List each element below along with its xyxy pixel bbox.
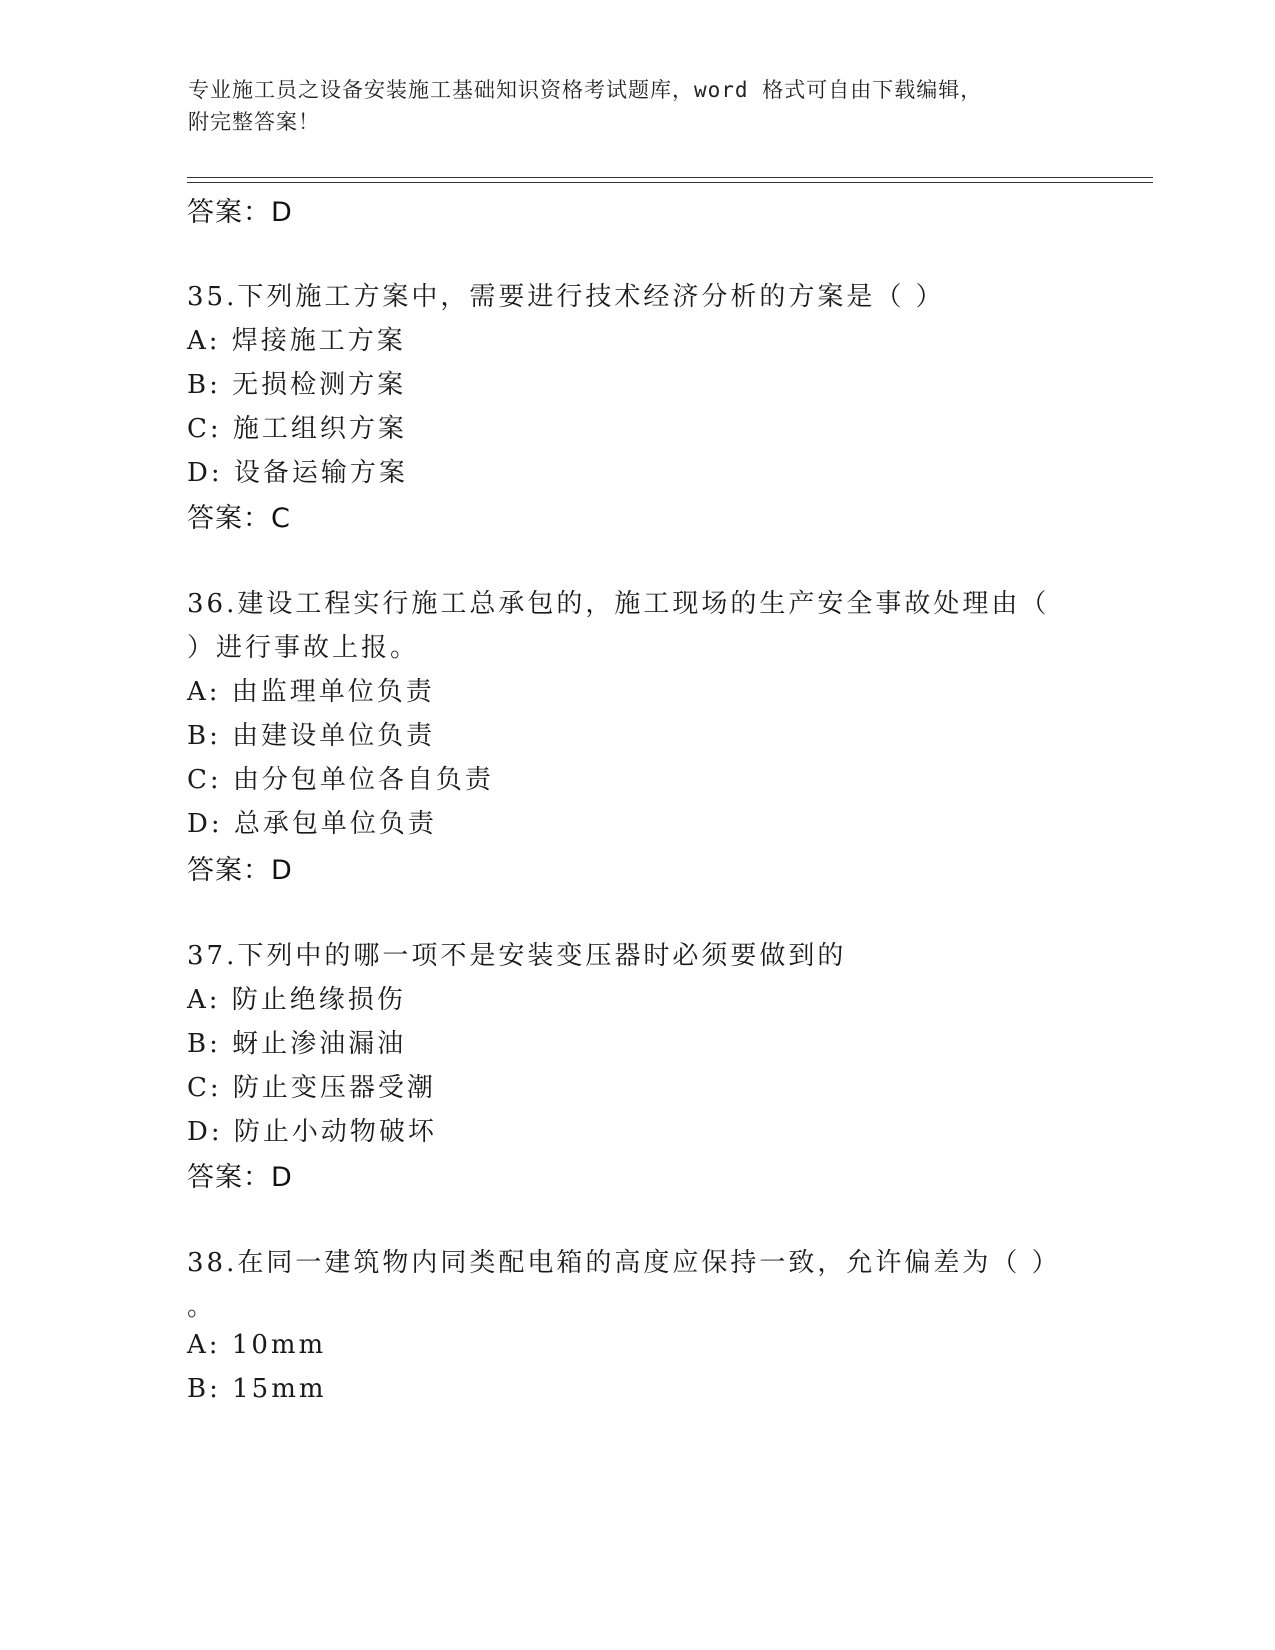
question-35-option-c: C: 施工组织方案: [187, 414, 407, 444]
question-35-stem: 35.下列施工方案中，需要进行技术经济分析的方案是（ ）: [187, 282, 945, 312]
question-37-option-c: C: 防止变压器受潮: [187, 1073, 436, 1103]
answer-35: 答案：C: [187, 503, 291, 534]
question-37-option-b: B: 蚜止渗油漏油: [187, 1029, 407, 1059]
question-36-stem-line-1: 36.建设工程实行施工总承包的，施工现场的生产安全事故处理由（: [187, 589, 1050, 619]
question-38-option-b: B: 15mm: [187, 1374, 327, 1404]
question-36-option-c: C: 由分包单位各自负责: [187, 765, 494, 795]
question-38-option-a: A: 10mm: [187, 1330, 327, 1360]
question-37-stem: 37.下列中的哪一项不是安装变压器时必须要做到的: [187, 941, 847, 971]
document-header: [188, 74, 1068, 138]
question-36-option-d: D: 总承包单位负责: [187, 809, 437, 839]
answer-36: 答案：D: [187, 855, 293, 886]
answer-previous: 答案：D: [187, 197, 293, 228]
header-line-1: 专业施工员之设备安装施工基础知识资格考试题库，word 格式可自由下载编辑，: [188, 78, 983, 102]
question-36-stem-line-2: ）进行事故上报。: [187, 633, 420, 663]
question-38-stem-line-1: 38.在同一建筑物内同类配电箱的高度应保持一致，允许偏差为（ ）: [187, 1248, 1061, 1278]
question-37-option-d: D: 防止小动物破坏: [187, 1117, 437, 1147]
question-37-option-a: A: 防止绝缘损伤: [187, 985, 406, 1015]
question-35-option-b: B: 无损检测方案: [187, 370, 407, 400]
header-divider-top: [187, 177, 1153, 178]
question-36-option-b: B: 由建设单位负责: [187, 721, 436, 751]
question-38-stem-line-2: 。: [187, 1292, 217, 1322]
header-line-2: 附完整答案！: [188, 110, 320, 134]
question-36-option-a: A: 由监理单位负责: [187, 677, 435, 707]
question-35-option-d: D: 设备运输方案: [187, 458, 408, 488]
question-35-option-a: A: 焊接施工方案: [187, 326, 406, 356]
header-divider-bottom: [187, 182, 1153, 183]
answer-37: 答案：D: [187, 1162, 293, 1193]
